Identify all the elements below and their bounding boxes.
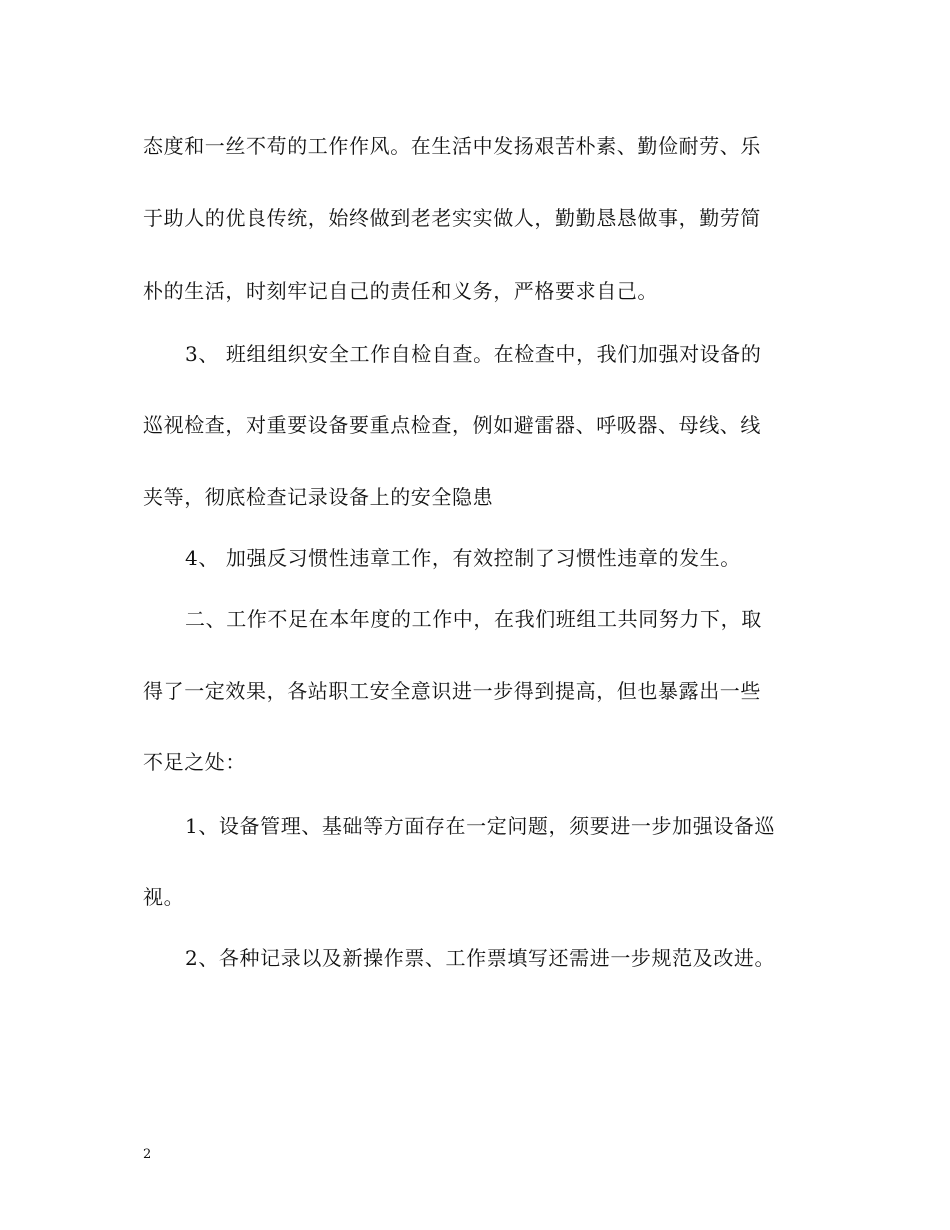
text-line-13: 2、各种记录以及新操作票、工作票填写还需进一步规范及改进。 <box>185 946 776 970</box>
page-number: 2 <box>143 1147 152 1162</box>
text-line-10: 不足之处： <box>143 750 246 774</box>
text-line-11: 1、设备管理、基础等方面存在一定问题，须要进一步加强设备巡 <box>185 814 776 838</box>
text-line-9: 得了一定效果，各站职工安全意识进一步得到提高，但也暴露出一些 <box>143 679 761 703</box>
text-line-8: 二、工作不足在本年度的工作中，在我们班组工共同努力下，取 <box>185 607 762 631</box>
text-line-1: 态度和一丝不苟的工作作风。在生活中发扬艰苦朴素、勤俭耐劳、乐 <box>143 134 761 158</box>
text-line-4: 3、 班组组织安全工作自检自查。在检查中，我们加强对设备的 <box>185 342 762 366</box>
text-line-12: 视。 <box>143 885 185 909</box>
text-line-5: 巡视检查，对重要设备要重点检查，例如避雷器、呼吸器、母线、线 <box>143 413 761 437</box>
text-line-7: 4、 加强反习惯性违章工作，有效控制了习惯性违章的发生。 <box>185 546 741 570</box>
text-line-2: 于助人的优良传统，始终做到老老实实做人，勤勤恳恳做事，勤劳简 <box>143 206 761 230</box>
text-line-6: 夹等，彻底检查记录设备上的安全隐患 <box>143 485 494 509</box>
text-line-3: 朴的生活，时刻牢记自己的责任和义务，严格要求自己。 <box>143 279 658 303</box>
